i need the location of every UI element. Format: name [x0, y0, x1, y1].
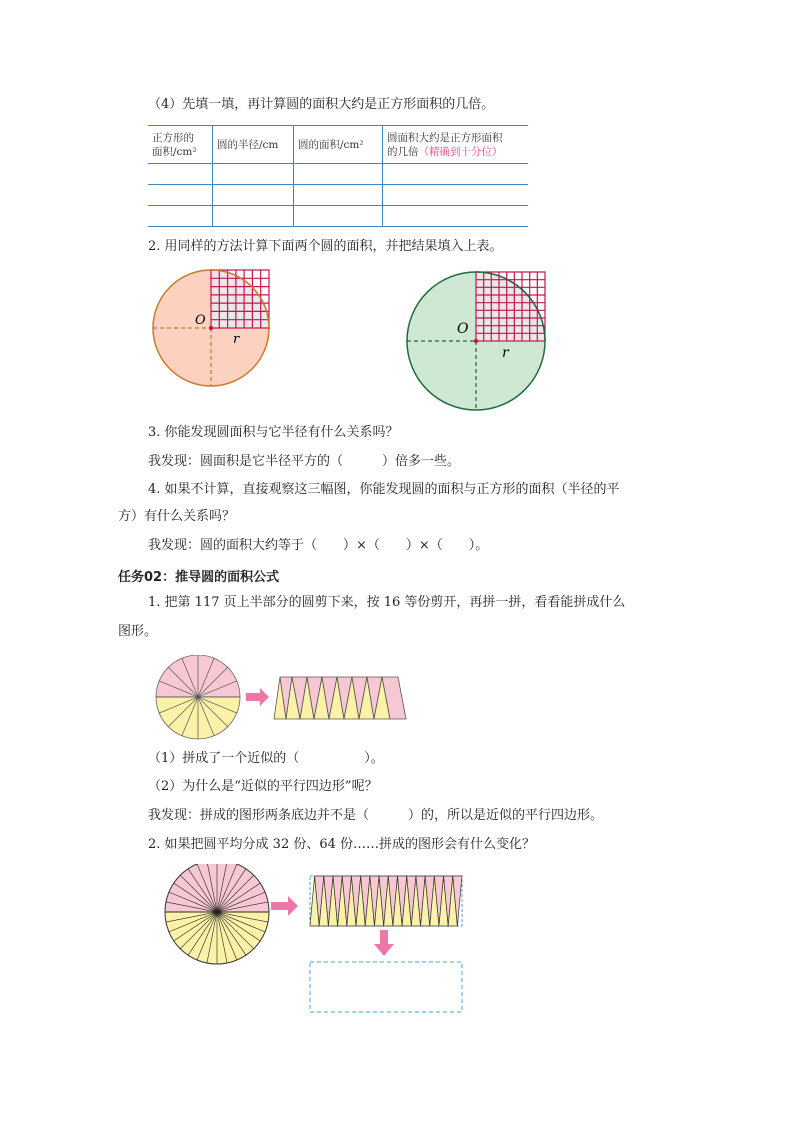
arrow-right-icon: [271, 896, 298, 916]
table-cell[interactable]: [148, 164, 213, 185]
q3-text: 3. 你能发现圆面积与它半径有什么关系吗？: [148, 425, 399, 440]
sixteen-piece-figure: [150, 655, 420, 740]
radius-label: r: [233, 332, 240, 347]
header-circle-area: [294, 126, 383, 164]
table-row: [148, 206, 528, 227]
table-row: [148, 185, 528, 206]
arrow-down-icon: [374, 930, 394, 956]
fill-table: [148, 125, 528, 227]
t2-q1-line1: 1. 把第 117 页上半部分的圆剪下来，按 16 等份剪开，再拼一拼，看看能拼成什么: [148, 595, 626, 610]
radius-label: r: [502, 345, 509, 361]
table-cell[interactable]: [213, 185, 294, 206]
approx-parallelogram: [274, 677, 406, 719]
t2-sub1: （1）拼成了一个近似的（ ）。: [148, 751, 384, 766]
table-cell[interactable]: [294, 206, 383, 227]
radius-square-grid-1: [211, 270, 269, 328]
table-cell[interactable]: [383, 185, 529, 206]
t2-sub2: （2）为什么是“近似的平行四边形”呢？: [148, 779, 378, 794]
circle-figure-1: [140, 258, 290, 398]
header-square-area: [148, 126, 213, 164]
header-circle-area-text: 圆的面积/cm²: [298, 138, 364, 151]
q3-answer: 我发现：圆面积是它半径平方的（ ）倍多一些。: [148, 454, 461, 469]
header-radius: [213, 126, 294, 164]
table-cell[interactable]: [148, 206, 213, 227]
header-ratio-note: （精确到十分位）: [418, 145, 503, 158]
table-cell[interactable]: [383, 164, 529, 185]
header-square-area-line1: 正方形的: [152, 131, 194, 144]
table-cell[interactable]: [383, 206, 529, 227]
q4-prompt: （4）先填一填，再计算圆的面积大约是正方形面积的几倍。: [148, 97, 495, 112]
t2-q2: 2. 如果把圆平均分成 32 份、64 份……拼成的图形会有什么变化？: [148, 837, 536, 852]
circle-figure-2: [395, 262, 565, 422]
header-ratio: [383, 126, 529, 164]
q2-text: 2. 用同样的方法计算下面两个圆的面积，并把结果填入上表。: [148, 239, 503, 254]
table-cell[interactable]: [213, 206, 294, 227]
table-cell[interactable]: [294, 164, 383, 185]
thirtytwo-piece-figure: [160, 864, 470, 1016]
t2-q1-line2: 图形。: [118, 624, 158, 639]
header-square-area-line2: 面积/cm²: [152, 145, 197, 158]
task2-heading: 任务02：推导圆的面积公式: [118, 570, 280, 585]
sixteen-piece-circle: [156, 655, 240, 739]
table-row: [148, 164, 528, 185]
header-ratio-line2: 的几倍: [387, 145, 419, 158]
center-label: O: [195, 313, 206, 328]
thirtytwo-piece-circle: [165, 864, 269, 964]
q4b-text-line1: 4. 如果不计算，直接观察这三幅图，你能发现圆的面积与正方形的面积（半径的平: [148, 482, 620, 497]
center-label: O: [457, 321, 469, 337]
header-ratio-line1: 圆面积大约是正方形面积: [387, 131, 503, 144]
radius-square-grid-2: [476, 272, 545, 341]
t2-sub2-answer: 我发现：拼成的图形两条底边并不是（ ）的，所以是近似的平行四边形。: [148, 808, 604, 823]
center-dot: [474, 339, 478, 343]
table-cell[interactable]: [294, 185, 383, 206]
arrow-right-icon: [246, 688, 269, 706]
answer-box[interactable]: [310, 962, 462, 1012]
table-cell[interactable]: [148, 185, 213, 206]
approx-rectangle: [310, 876, 462, 926]
table-cell[interactable]: [213, 164, 294, 185]
center-dot: [209, 326, 213, 330]
header-radius-text: 圆的半径/cm: [217, 138, 279, 151]
q4b-text-line2: 方）有什么关系吗？: [118, 509, 236, 524]
q4b-answer: 我发现：圆的面积大约等于（ ）×（ ）×（ ）。: [148, 538, 489, 553]
